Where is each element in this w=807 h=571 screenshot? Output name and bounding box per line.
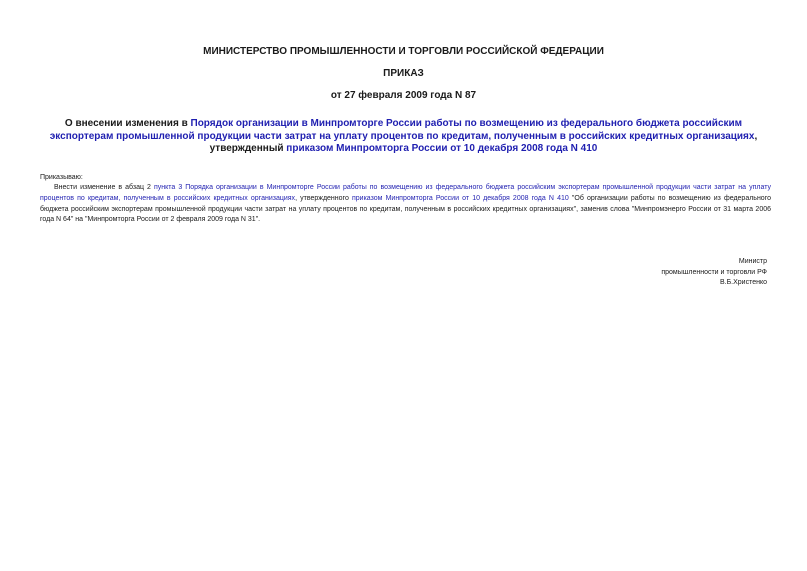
signature-position: Министр [738,258,767,265]
paragraph-prefix: Внести изменение в абзац 2 [54,184,154,191]
signature-ministry: промышленности и торговли РФ [661,268,767,276]
title-middle: , утвержденный [209,130,758,154]
paragraph-link-clause-3[interactable]: пункта 3 Порядка организации в Минпромторге России работы по возмещению из федерального бюджета российским экспортерам промышленной продукции части затрат на уплату процентов по кредитам, полученным в российских кредитных организациях [40,184,771,202]
document-date-heading: от 27 февраля 2009 года N 87 [330,90,477,101]
order-word: Приказываю: [40,174,83,181]
paragraph-middle-2: "Об организации работы по возмещению из федерального бюджета российским экспортерам промышленной продукции части затрат на уплату процентов по кредитам, полученным в российских кредитных организациях", заменив слова "Минпромэнерго России от 31 марта 2006 года N 64" на "Минпромторга России от 2 февраля 2009 года N 31". [40,194,771,224]
title-link-procedure[interactable]: Порядок организации в Минпромторге России работы по возмещению из федерального бюджета российским экспортерам промышленной продукции части затрат на уплату процентов по кредитам, полученным в российских кредитных организациях [49,118,755,142]
paragraph-link-order-410[interactable]: приказом Минпромторга России от 10 декабря 2008 года N 410 [351,194,569,202]
document-type-heading: ПРИКАЗ [383,68,424,79]
order-paragraph [40,183,771,226]
document-title [36,118,771,156]
signature-block [567,257,767,289]
ministry-heading: МИНИСТЕРСТВО ПРОМЫШЛЕННОСТИ И ТОРГОВЛИ РОССИЙСКОЙ ФЕДЕРАЦИИ [203,46,604,57]
title-link-order-410[interactable]: приказом Минпромторга России от 10 декабря 2008 года N 410 [286,143,598,154]
title-prefix: О внесении изменения в [64,118,191,129]
signature-name: В.Б.Христенко [719,279,767,286]
paragraph-middle-1: , утвержденного [295,194,352,202]
